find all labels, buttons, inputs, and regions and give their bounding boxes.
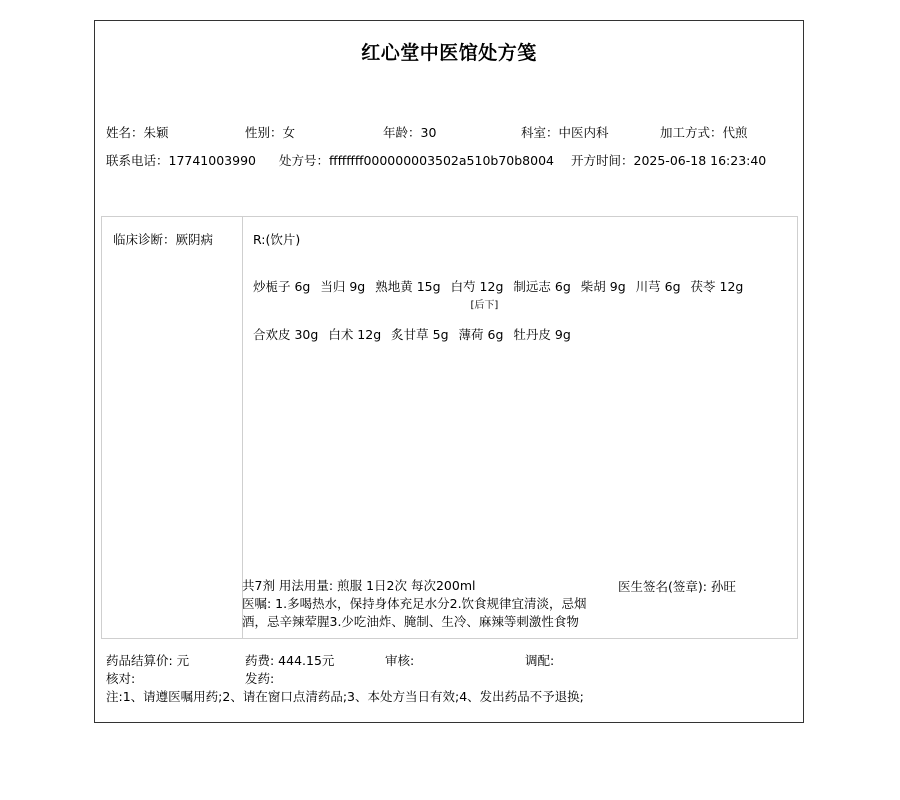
herb-item: 白芍 12g [450,279,504,294]
drug-fee: 药费: 444.15元 [245,653,335,668]
usage-section [242,577,602,631]
herb-item: 柴胡 9g [580,279,626,294]
herb-note: [后下] [470,300,499,311]
settlement-price: 药品结算价: 元 [106,653,190,668]
rx-header: R:(饮片) [253,232,301,247]
doctor-signature: 医生签名(签章): 孙旺 [618,579,736,594]
processing-method: 加工方式：代煎 [660,125,748,140]
content-divider [242,217,243,638]
clinical-diagnosis: 临床诊断：厥阴病 [113,232,214,247]
herb-item: 制远志 6g [513,279,571,294]
herb-item: 薄荷 6g [458,327,504,342]
prescription-time: 开方时间：2025-06-18 16:23:40 [571,153,767,168]
issue-field: 发药: [245,671,275,686]
patient-age: 年龄：30 [383,125,437,140]
herb-row-2 [253,325,571,343]
herb-item: 牡丹皮 9g [513,327,571,342]
usage-line: 共7剂 用法用量: 煎服 1日2次 每次200ml [242,578,476,593]
herb-row-1 [253,277,744,311]
herb-item: 熟地黄 15g [375,279,441,294]
department: 科室：中医内科 [521,125,609,140]
herb-item: 茯苓 12g [后下] [470,279,744,311]
herb-item: 川芎 6g [635,279,681,294]
page-title: 红心堂中医馆处方笺 [361,42,537,64]
herb-item: 合欢皮 30g [253,327,319,342]
herb-item: 炒栀子 6g [253,279,311,294]
prescription-content [101,216,798,639]
herb-item: 当归 9g [320,279,366,294]
review-field: 审核: [385,653,415,668]
dispense-field: 调配: [525,653,555,668]
patient-name: 姓名：朱颖 [106,125,169,140]
patient-gender: 性别：女 [245,125,296,140]
medical-advice: 医嘱: 1.多喝热水，保持身体充足水分2.饮食规律宜清淡，忌烟酒，忌辛辣荤腥3.少吃油炸、腌制、生冷、麻辣等刺激性食物 [242,596,587,629]
patient-phone: 联系电话：17741003990 [106,153,256,168]
footer-notes: 注:1、请遵医嘱用药;2、请在窗口点清药品;3、本处方当日有效;4、发出药品不予退换; [106,689,584,704]
herb-item: 白术 12g [328,327,382,342]
prescription-number: 处方号：ffffffff000000003502a510b70b8004 [279,153,554,168]
check-field: 核对: [106,671,136,686]
herb-item: 炙甘草 5g [391,327,449,342]
prescription-sheet [94,20,804,723]
